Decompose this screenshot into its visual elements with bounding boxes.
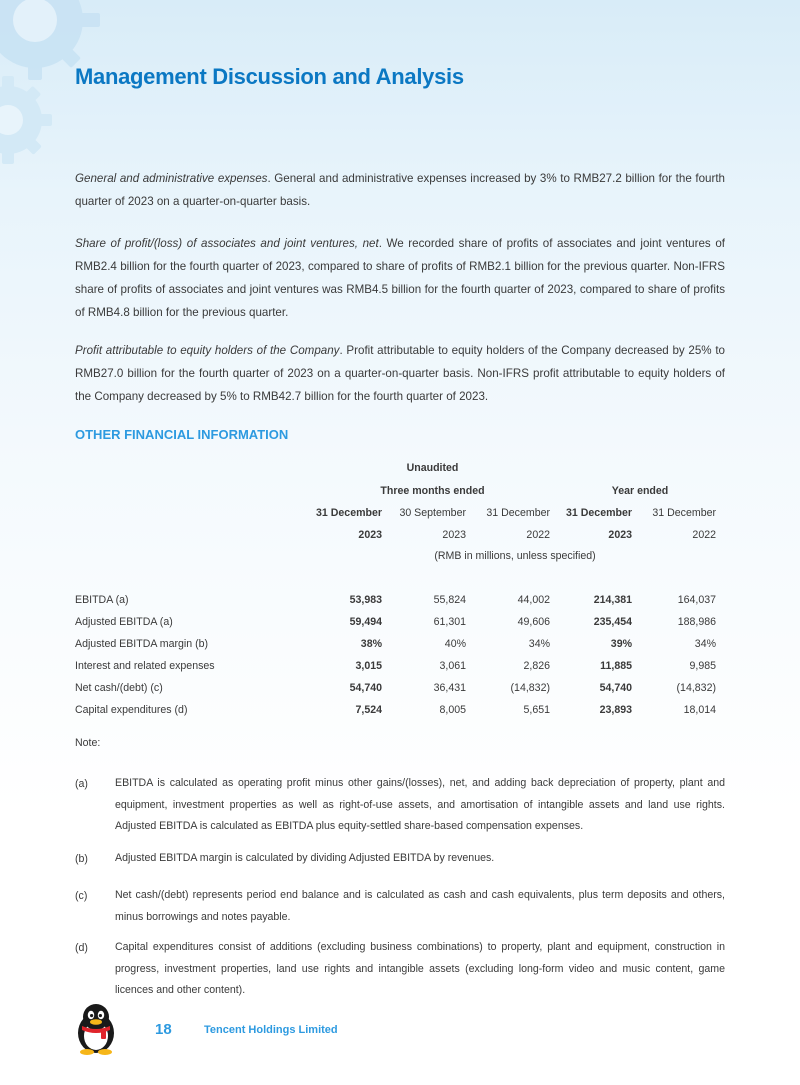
company-name: Tencent Holdings Limited xyxy=(204,1024,338,1036)
note-key: (c) xyxy=(75,890,88,902)
table-cell: 53,983 xyxy=(349,594,382,606)
paragraph-profit-attributable xyxy=(75,339,725,408)
table-units: (RMB in millions, unless specified) xyxy=(434,550,596,562)
table-cell: 59,494 xyxy=(349,616,382,628)
row-label: Adjusted EBITDA margin (b) xyxy=(75,638,209,650)
table-cell: 54,740 xyxy=(349,682,382,694)
column-date: 30 September xyxy=(399,507,466,519)
paragraph-lead: General and administrative expenses xyxy=(75,172,268,185)
table-cell: (14,832) xyxy=(510,682,550,694)
table-cell: 188,986 xyxy=(677,616,716,628)
paragraph-text: . General and administrative expenses increased by 3% to RMB27.2 billion for the fourth quarter of 2023 on a quarter-on-quarter basis. xyxy=(75,172,726,208)
table-cell: 9,985 xyxy=(689,660,716,672)
note-key: (a) xyxy=(75,778,88,790)
table-cell: 61,301 xyxy=(433,616,466,628)
row-label: Interest and related expenses xyxy=(75,660,215,672)
page-title: Management Discussion and Analysis xyxy=(75,64,464,89)
column-date: 31 December xyxy=(566,507,632,519)
column-year: 2022 xyxy=(692,529,716,541)
note-key: (d) xyxy=(75,942,88,954)
table-cell: 49,606 xyxy=(517,616,550,628)
penguin-logo-icon xyxy=(74,1003,118,1055)
table-cell: 2,826 xyxy=(523,660,550,672)
table-cell: 55,824 xyxy=(433,594,466,606)
paragraph-text: . Profit attributable to equity holders of the Company decreased by 25% to RMB27.0 billion for the fourth quarter of 2023 on a quarter-on-quarter basis. Non-IFRS profit attributable to equity holders of the Company decreased by 5% to RMB42.7 billion for the fourth quarter of 2023. xyxy=(75,344,725,403)
table-cell: (14,832) xyxy=(676,682,716,694)
table-cell: 44,002 xyxy=(517,594,550,606)
paragraph-text: . We recorded share of profits of associates and joint ventures of RMB2.4 billion for the fourth quarter of 2023, compared to share of profits of RMB2.1 billion for the previous quarter. Non-IFRS share of profits of associates and joint ventures was RMB4.5 billion for the fourth quarter of 2023, compared to share of profits of RMB4.8 billion for the previous quarter. xyxy=(75,237,725,319)
page-number: 18 xyxy=(155,1021,172,1038)
table-cell: 54,740 xyxy=(599,682,632,694)
table-header-three-months: Three months ended xyxy=(380,485,485,497)
table-cell: 23,893 xyxy=(599,704,632,716)
table-cell: 3,061 xyxy=(439,660,466,672)
paragraph-lead: Profit attributable to equity holders of the Company xyxy=(75,344,340,357)
column-date: 31 December xyxy=(486,507,550,519)
note-text: Net cash/(debt) represents period end balance and is calculated as cash and cash equivalents, plus term deposits and others, minus borrowings and notes payable. xyxy=(115,889,725,923)
table-cell: 11,885 xyxy=(600,660,632,672)
table-cell: 38% xyxy=(360,638,382,650)
column-year: 2023 xyxy=(358,529,382,541)
column-year: 2023 xyxy=(442,529,466,541)
table-cell: 214,381 xyxy=(593,594,632,606)
column-year: 2023 xyxy=(608,529,632,541)
row-label: Capital expenditures (d) xyxy=(75,704,188,716)
table-cell: 39% xyxy=(610,638,632,650)
note-key: (b) xyxy=(75,853,88,865)
column-date: 31 December xyxy=(316,507,382,519)
notes-heading: Note: xyxy=(75,737,101,749)
table-header-unaudited: Unaudited xyxy=(406,462,459,474)
table-cell: 36,431 xyxy=(433,682,466,694)
row-label: Adjusted EBITDA (a) xyxy=(75,616,173,628)
note-text: Capital expenditures consist of additions (excluding business combinations) to property, plant and equipment, construction in progress, investment properties, land use rights and intangible assets (excluding long-form video and music content, game licences and other content). xyxy=(115,941,725,996)
table-cell: 7,524 xyxy=(355,704,382,716)
paragraph-associates-share xyxy=(75,232,725,324)
table-cell: 34% xyxy=(528,638,550,650)
table-header-year-ended: Year ended xyxy=(611,485,669,497)
table-cell: 3,015 xyxy=(355,660,382,672)
table-cell: 18,014 xyxy=(683,704,716,716)
table-cell: 40% xyxy=(444,638,466,650)
column-year: 2022 xyxy=(526,529,550,541)
paragraph-lead: Share of profit/(loss) of associates and joint ventures, net xyxy=(75,237,379,250)
table-cell: 5,651 xyxy=(523,704,550,716)
note-text: Adjusted EBITDA margin is calculated by dividing Adjusted EBITDA by revenues. xyxy=(115,852,495,864)
row-label: Net cash/(debt) (c) xyxy=(75,682,163,694)
paragraph-ga-expenses xyxy=(75,167,725,213)
table-cell: 8,005 xyxy=(439,704,466,716)
row-label: EBITDA (a) xyxy=(75,594,129,606)
column-date: 31 December xyxy=(652,507,716,519)
table-cell: 34% xyxy=(694,638,716,650)
section-title: OTHER FINANCIAL INFORMATION xyxy=(75,427,289,442)
note-text: EBITDA is calculated as operating profit minus other gains/(losses), net, and adding back depreciation of property, plant and equipment, investment properties as well as right-of-use assets, and amortisation of intangible assets and land use rights. Adjusted EBITDA is calculated as EBITDA plus equity-settled share-based compensation expenses. xyxy=(115,777,725,832)
table-cell: 164,037 xyxy=(677,594,716,606)
table-cell: 235,454 xyxy=(593,616,632,628)
